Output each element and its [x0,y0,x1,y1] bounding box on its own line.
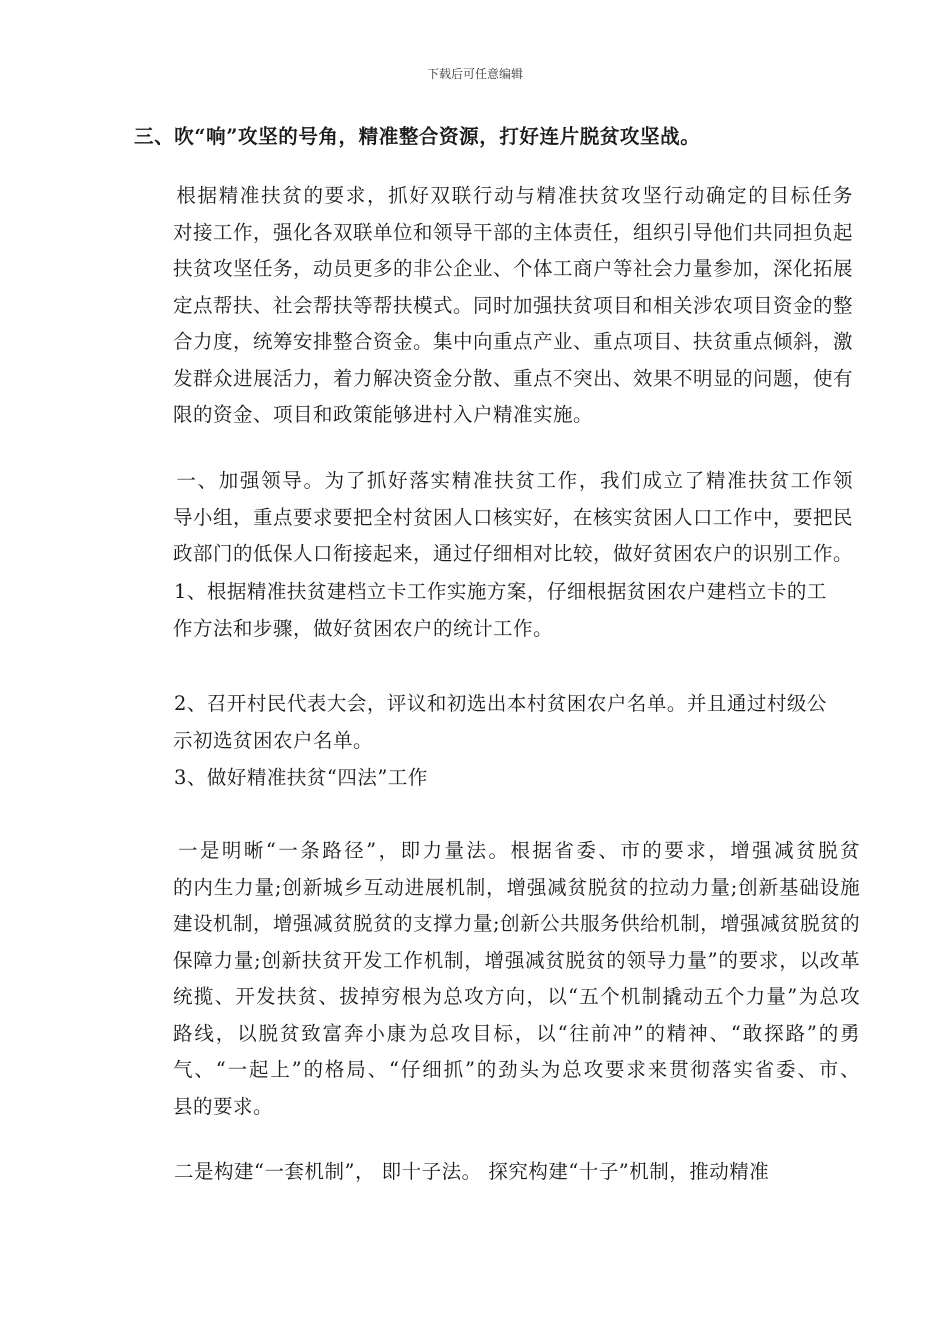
text-line: 定点帮扶、社会帮扶等帮扶模式。同时加强扶贫项目和相关涉农项目资金的整 [173,293,854,317]
text-line: 一是明晰“一条路径”，即力量法。根据省委、市的要求，增强减贫脱贫 [134,839,861,862]
text-line: 示初选贫困农户名单。 [173,728,374,752]
text-line: 对接工作，强化各双联单位和领导干部的主体责任，组织引导他们共同担负起 [173,220,854,244]
text-line: 限的资金、项目和政策能够进村入户精准实施。 [173,403,594,426]
paragraph [134,463,853,573]
text-line: 政部门的低保人口衔接起来，通过仔细相对比较，做好贫困农户的识别工作。 [173,542,854,565]
paragraph [134,1154,769,1191]
paragraph [134,760,428,797]
text-line: 作方法和步骤，做好贫困农户的统计工作。 [173,616,554,640]
text-line: 根据精准扶贫的要求，抓好双联行动与精准扶贫攻坚行动确定的目标任务 [134,184,854,207]
text-line: 扶贫攻坚任务，动员更多的非公企业、个体工商户等社会力量参加，深化拓展 [173,257,854,280]
text-line: 统揽、开发扶贫、拔掉穷根为总攻方向，以“五个机制撬动五个力量”为总攻 [173,985,861,1008]
text-line: 保障力量;创新扶贫开发工作机制，增强减贫脱贫的领导力量”的要求，以改革 [173,948,861,972]
paragraph [134,178,853,434]
text-line: 3、做好精准扶贫“四法”工作 [134,766,428,789]
text-line: 县的要求。 [173,1094,274,1118]
paragraph [134,574,827,647]
text-line: 导小组，重点要求要把全村贫困人口核实好，在核实贫困人口工作中，要把民 [173,505,854,529]
text-line: 发群众进展活力，着力解决资金分散、重点不突出、效果不明显的问题，使有 [173,366,854,390]
paragraph [134,686,827,759]
text-line: 1、根据精准扶贫建档立卡工作实施方案，仔细根据贫困农户建档立卡的工 [134,580,827,603]
text-line: 合力度，统筹安排整合资金。集中向重点产业、重点项目、扶贫重点倾斜，激 [173,330,854,353]
paragraph [134,833,860,1125]
header-note: 下载后可任意编辑 [426,67,523,81]
text-line: 路线，以脱贫致富奔小康为总攻目标，以“往前冲”的精神、“敢探路”的勇 [173,1021,861,1045]
text-line: 二是构建“一套机制”， 即十子法。 探究构建“十子”机制，推动精准 [134,1160,770,1183]
text-line: 气、“一起上”的格局、“仔细抓”的劲头为总攻要求来贯彻落实省委、市、 [173,1058,861,1081]
text-line: 建设机制，增强减贫脱贫的支撑力量;创新公共服务供给机制，增强减贫脱贫的 [173,912,861,935]
text-line: 2、召开村民代表大会，评议和初选出本村贫困农户名单。并且通过村级公 [134,692,827,715]
text-line: 的内生力量;创新城乡互动进展机制，增强减贫脱贫的拉动力量;创新基础设施 [173,875,861,899]
section-heading: 三、吹“响”攻坚的号角，精准整合资源，打好连片脱贫攻坚战。 [134,125,701,148]
text-line: 一、加强领导。为了抓好落实精准扶贫工作，我们成立了精准扶贫工作领 [134,469,854,492]
